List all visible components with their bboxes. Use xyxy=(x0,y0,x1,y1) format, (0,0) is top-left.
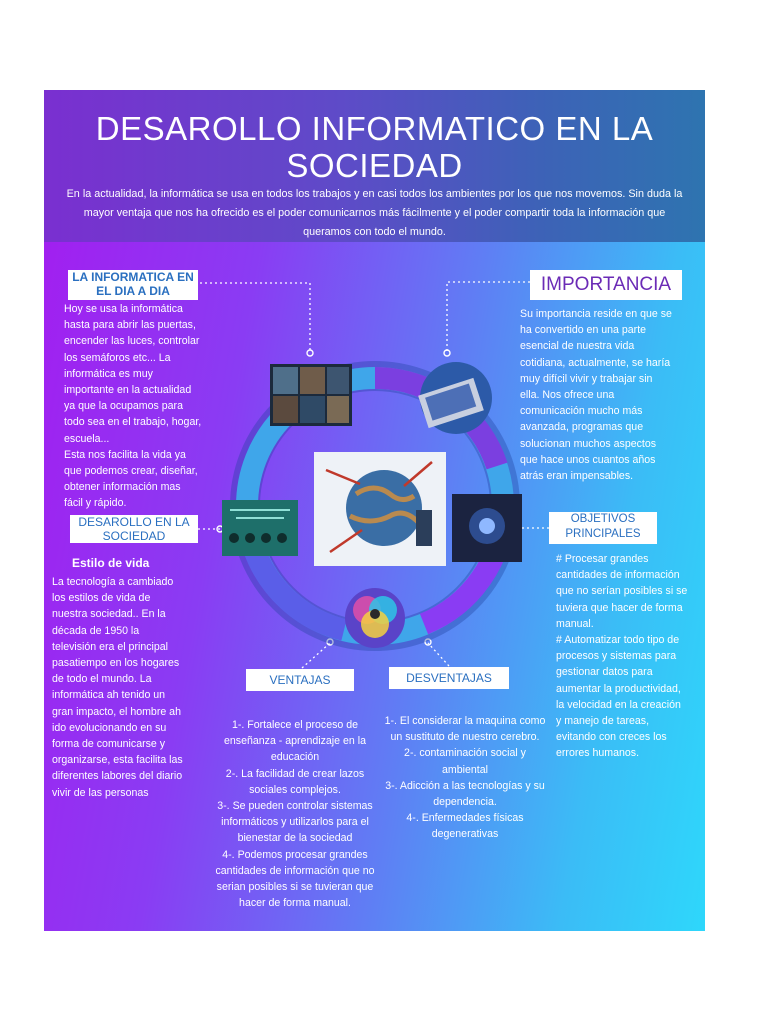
text-line: que no serían posibles si se xyxy=(556,585,688,598)
text-line: dependencia. xyxy=(433,796,497,809)
text-line: Esta nos facilita la vida ya xyxy=(64,448,186,461)
text-line: gestionar datos para xyxy=(556,666,653,679)
text-desarollo xyxy=(52,574,212,801)
label-desarollo: DESAROLLO EN LA SOCIEDAD xyxy=(70,515,198,543)
text-line: los semáforos etc... La xyxy=(64,351,171,364)
globe-center-image xyxy=(314,452,446,566)
text-line: muy difícil vivir y trabajar sin xyxy=(520,372,653,385)
text-line: bienestar de la sociedad xyxy=(237,832,353,845)
text-line: manual. xyxy=(556,617,594,630)
text-line: cantidades de información xyxy=(556,569,680,582)
label-objetivos: OBJETIVOS PRINCIPALES xyxy=(549,512,657,544)
text-line: esencial de nuestra vida xyxy=(520,340,635,353)
text-line: sociales complejos. xyxy=(249,783,341,796)
connector-desventajas xyxy=(428,643,449,666)
text-line: 3-. Se pueden controlar sistemas xyxy=(217,800,373,813)
text-line: 2-. La facilidad de crear lazos xyxy=(225,767,365,780)
text-line: ambiental xyxy=(442,763,488,776)
tech-hand-tile xyxy=(452,494,522,562)
label-importancia: IMPORTANCIA xyxy=(530,270,682,300)
text-line: enseñanza - aprendizaje en la xyxy=(224,735,366,748)
text-line: gran impacto, el hombre ah xyxy=(52,705,181,718)
intro-text: En la actualidad, la informática se usa en todos los trabajos y en casi todos los ambientes por los que nos movemos. Sin duda la mayor ventaja que nos ha ofrecido es el poder comunicarnos más fácilmente y el poder compartir toda la información que queramos con todo el mundo. xyxy=(66,188,683,238)
text-line: degenerativas xyxy=(431,828,499,841)
text-line: importante en la actualidad xyxy=(64,384,192,397)
text-line: todo sea en el trabajo, hogar, xyxy=(64,416,202,429)
text-line: un sustituto de nuestro cerebro. xyxy=(390,731,540,744)
text-line: educación xyxy=(270,751,320,764)
text-line: hasta para abrir las puertas, xyxy=(64,319,196,332)
text-line: solucionan muchos aspectos xyxy=(520,437,657,450)
text-line: los estilos de vida de xyxy=(52,592,151,605)
text-line: atrás eran impensables. xyxy=(520,470,634,483)
text-line: 3-. Adicción a las tecnologías y su xyxy=(385,779,545,792)
text-line: # Procesar grandes xyxy=(556,553,649,565)
text-line: 1-. Fortalece el proceso de xyxy=(231,719,358,731)
text-line: La tecnología a cambiado xyxy=(52,576,174,588)
text-line: y manejo de tareas, xyxy=(556,715,650,728)
text-line: fácil y rápido. xyxy=(64,497,127,510)
subtitle-estilo-de-vida: Estilo de vida xyxy=(72,556,150,570)
text-line: informática es muy xyxy=(64,367,153,380)
text-objetivos xyxy=(556,551,705,762)
title-line-1: DESAROLLO INFORMATICO EN LA xyxy=(95,110,654,147)
text-line: diferentes labores del diario xyxy=(52,770,183,783)
text-line: organizarse, esta facilita las xyxy=(52,754,183,767)
infographic-poster xyxy=(44,90,705,931)
connector-importancia xyxy=(447,282,530,352)
text-line: serian posibles si se tuvieran que xyxy=(216,881,374,894)
text-line: obtener información mas xyxy=(64,481,181,494)
text-line: la velocidad en la creación xyxy=(556,698,681,711)
text-line: evitando con creces los xyxy=(556,731,667,744)
text-line: 4-. Enfermedades físicas xyxy=(406,812,524,825)
text-line: nuestra sociedad.. En la xyxy=(52,608,166,621)
text-line: aumentar la productividad, xyxy=(556,682,681,695)
text-line: comunicación mucho más xyxy=(520,405,643,418)
photo-collage-tile xyxy=(270,364,352,426)
connector-dot xyxy=(307,350,313,356)
text-line: avanzada, programas que xyxy=(520,421,644,434)
text-line: escuela... xyxy=(64,432,110,445)
text-line: informática ah tenido un xyxy=(52,689,166,702)
text-line: ya que la ocupamos para xyxy=(64,400,183,413)
label-desventajas: DESVENTAJAS xyxy=(389,667,509,689)
text-line: ido evolucionando en su xyxy=(52,721,167,734)
text-line: ella. Nos ofrece una xyxy=(520,389,615,402)
text-ventajas xyxy=(192,717,398,911)
text-importancia xyxy=(520,306,700,484)
text-line: vivir de las personas xyxy=(52,786,149,799)
text-line: encender las luces, controlar xyxy=(64,335,200,348)
text-line: ha convertido en una parte xyxy=(520,324,647,337)
title-line-2: SOCIEDAD xyxy=(286,147,463,184)
text-line: televisión era el principal xyxy=(52,640,169,653)
text-line: que podemos crear, diseñar, xyxy=(64,465,198,478)
label-informatica: LA INFORMATICA EN EL DIA A DIA xyxy=(68,270,198,300)
logo-circle xyxy=(345,588,405,648)
text-line: 1-. El considerar la maquina como xyxy=(384,715,546,727)
text-line: década de 1950 la xyxy=(52,624,140,637)
label-ventajas: VENTAJAS xyxy=(246,669,354,691)
text-line: Su importancia reside en que se xyxy=(520,308,672,320)
text-line: 2-. contaminación social y xyxy=(404,747,526,760)
text-line: tuviera que hacer de forma xyxy=(556,601,683,614)
connector-ventajas xyxy=(302,643,330,668)
text-line: errores humanos. xyxy=(556,747,640,760)
text-line: informáticos y utilizarlos para el xyxy=(221,816,369,829)
text-line: cotidiana, actualmente, se haría xyxy=(520,356,671,369)
text-line: que hace unos cuantos años xyxy=(520,453,656,466)
text-informatica xyxy=(64,301,234,512)
text-line: Hoy se usa la informática xyxy=(64,303,183,315)
text-line: cantidades de información que no xyxy=(215,864,375,877)
text-line: forma de comunicarse y xyxy=(52,738,166,751)
text-line: procesos y sistemas para xyxy=(556,650,677,663)
text-line: de todo el mundo. La xyxy=(52,673,152,686)
text-line: 4-. Podemos procesar grandes xyxy=(222,848,368,861)
text-line: pasatiempo en los hogares xyxy=(52,657,180,670)
text-line: hacer de forma manual. xyxy=(239,897,351,910)
text-desventajas xyxy=(372,713,558,843)
text-line: # Automatizar todo tipo de xyxy=(556,634,680,647)
